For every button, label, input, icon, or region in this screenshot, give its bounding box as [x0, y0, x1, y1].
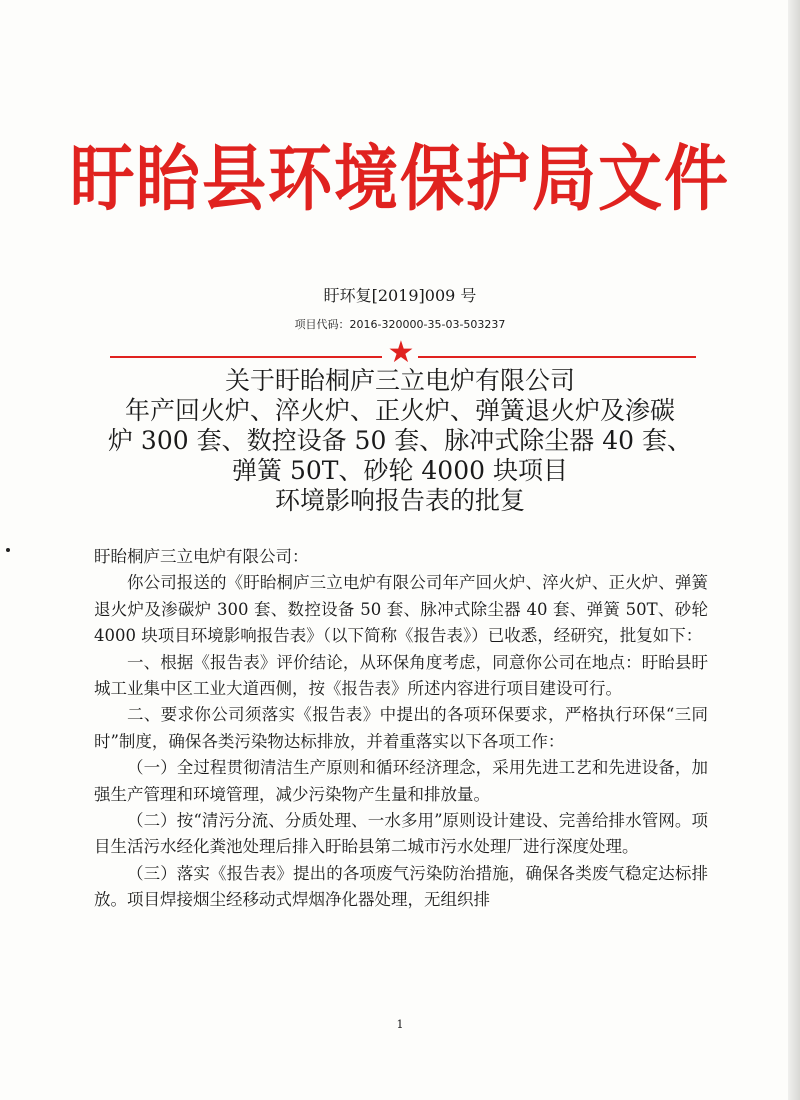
- subject-line: 关于盱眙桐庐三立电炉有限公司: [224, 366, 575, 395]
- issuing-authority-title: 盱眙县环境保护局文件: [70, 137, 730, 222]
- body-paragraph: 二、要求你公司须落实《报告表》中提出的各项环保要求，严格执行环保“三同时”制度，确保各类污染物达标排放，并着重落实以下各项工作：: [94, 705, 708, 751]
- body-paragraph: 一、根据《报告表》评价结论，从环保角度考虑，同意你公司在地点：盱眙县盱城工业集中区工业大道西侧，按《报告表》所述内容进行项目建设可行。: [94, 652, 708, 699]
- subject-line: 炉 300 套、数控设备 50 套、脉冲式除尘器 40 套、: [107, 426, 693, 455]
- document-subject: [0, 366, 800, 516]
- document-number: 盱环复[2019]009 号: [323, 286, 477, 305]
- subject-line: 弹簧 50T、砂轮 4000 块项目: [232, 456, 568, 485]
- body-paragraph: （三）落实《报告表》提出的各项废气污染防治措施，确保各类废气稳定达标排放。项目焊接烟尘经移动式焊烟净化器处理，无组织排: [94, 863, 708, 910]
- document-body: [94, 544, 708, 914]
- subject-line: 环境影响报告表的批复: [274, 486, 525, 515]
- red-divider-left: [110, 356, 382, 358]
- body-paragraph: 你公司报送的《盱眙桐庐三立电炉有限公司年产回火炉、淬火炉、正火炉、弹簧退火炉及渗碳炉 300 套、数控设备 50 套、脉冲式除尘器 40 套、弹簧 50T、砂轮 4000 块项目环境影响报告表》（以下简称《报告表》）已收悉，经研究，批复如下：: [94, 573, 708, 646]
- project-code: 项目代码：2016-320000-35-03-503237: [294, 318, 506, 331]
- margin-dot: [6, 548, 10, 552]
- red-star-icon: ★: [387, 335, 415, 370]
- addressee: 盱眙桐庐三立电炉有限公司：: [94, 547, 309, 566]
- red-divider-right: [418, 356, 696, 358]
- body-paragraph: （一）全过程贯彻清洁生产原则和循环经济理念，采用先进工艺和先进设备，加强生产管理和环境管理，减少污染物产生量和排放量。: [94, 758, 708, 804]
- body-paragraph: （二）按“清污分流、分质处理、一水多用”原则设计建设、完善给排水管网。项目生活污水经化粪池处理后排入盱眙县第二城市污水处理厂进行深度处理。: [94, 811, 708, 857]
- page-number: 1: [396, 1018, 404, 1031]
- subject-line: 年产回火炉、淬火炉、正火炉、弹簧退火炉及渗碳: [124, 396, 675, 425]
